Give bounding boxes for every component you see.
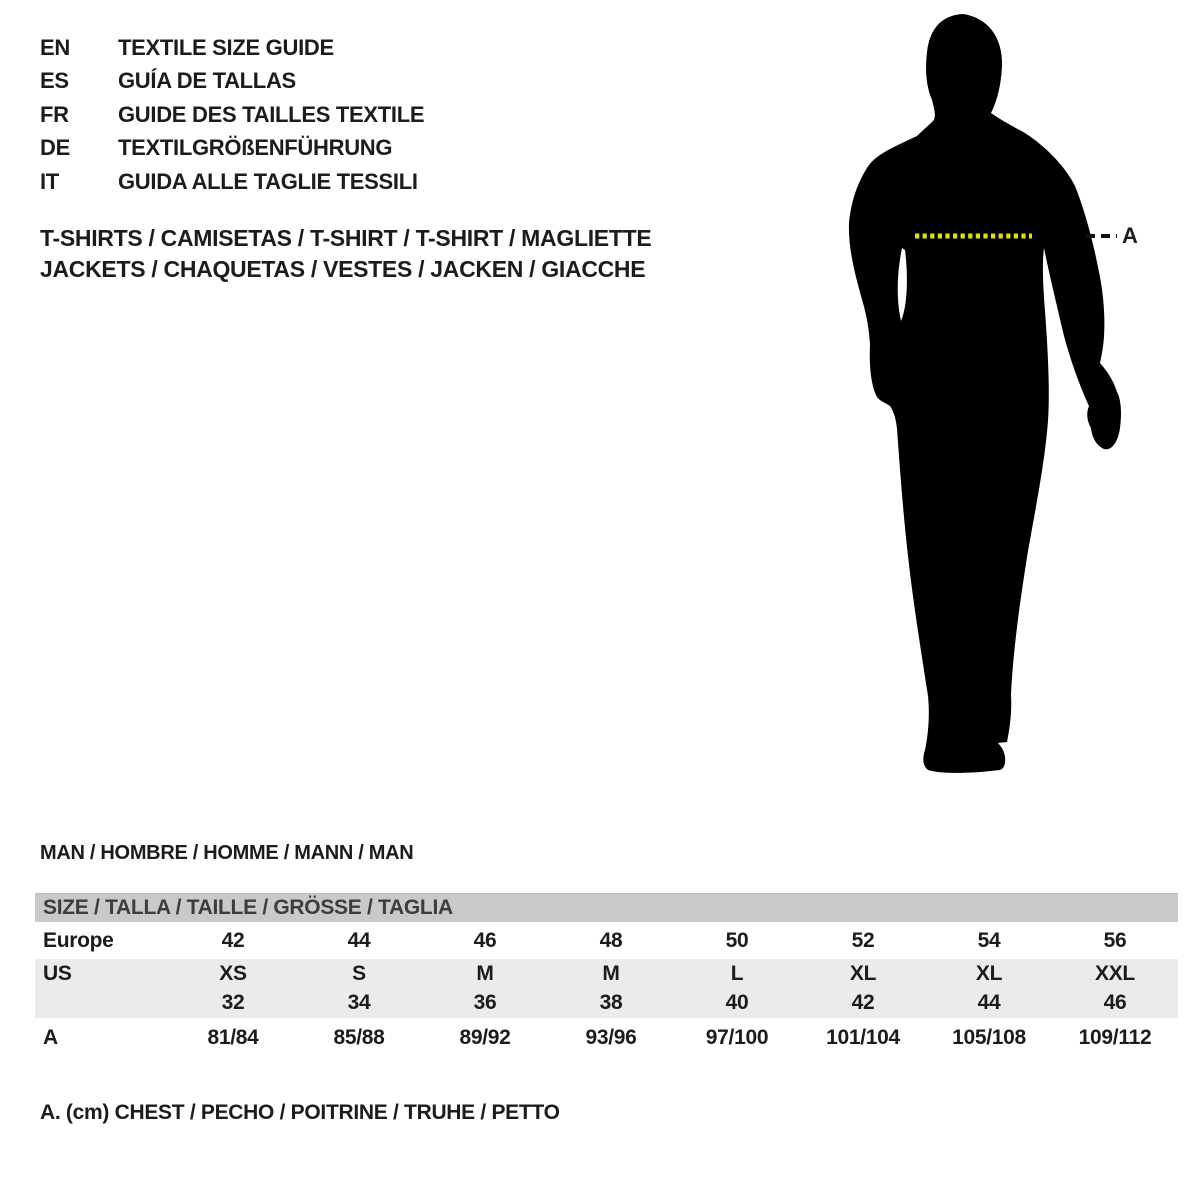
man-silhouette (849, 14, 1121, 773)
size-table-header-label: SIZE / TALLA / TAILLE / GRÖSSE / TAGLIA (43, 896, 453, 919)
table-cell: 42 (221, 928, 245, 952)
table-cell: 81/84 (207, 1026, 259, 1049)
table-cell: 105/108 (952, 1026, 1026, 1049)
measurement-footnote: A. (cm) CHEST / PECHO / POITRINE / TRUHE / PETTO (40, 1101, 560, 1124)
row-label: Europe (43, 928, 114, 952)
table-cell: 46 (473, 928, 497, 952)
table-cell: XL (975, 961, 1003, 985)
table-cell: 38 (599, 991, 623, 1014)
product-categories (40, 223, 651, 285)
table-cell: 32 (221, 991, 245, 1014)
table-cell: 109/112 (1078, 1026, 1152, 1049)
language-row (40, 132, 424, 166)
table-cell: 89/92 (459, 1026, 511, 1049)
measure-label-a: A (1122, 223, 1138, 248)
product-line-jackets: JACKETS / CHAQUETAS / VESTES / JACKEN / GIACCHE (40, 256, 646, 282)
table-cell: 50 (725, 928, 749, 952)
table-cell: 56 (1103, 928, 1127, 952)
language-label: GUIDE DES TAILLES TEXTILE (118, 101, 425, 127)
row-label (35, 988, 170, 1018)
row-label: A (43, 1026, 58, 1049)
table-cell: 48 (599, 928, 623, 952)
language-row (40, 98, 424, 132)
language-row (40, 31, 424, 65)
man-silhouette-figure (825, 10, 1165, 790)
table-row-us-numeric (35, 988, 1178, 1018)
table-cell: S (352, 961, 366, 985)
product-line-tshirts: T-SHIRTS / CAMISETAS / T-SHIRT / T-SHIRT / MAGLIETTE (40, 225, 652, 251)
language-label: TEXTILE SIZE GUIDE (118, 34, 334, 60)
size-table (35, 893, 1178, 1058)
table-cell: XS (219, 961, 247, 985)
man-silhouette-svg (825, 10, 1165, 790)
row-label: US (43, 961, 72, 985)
table-row-us (35, 959, 1178, 988)
language-row (40, 165, 424, 199)
table-cell: 97/100 (705, 1026, 769, 1049)
table-cell: 54 (977, 928, 1001, 952)
language-code: FR (40, 101, 69, 127)
language-code: ES (40, 68, 69, 94)
table-cell: M (476, 961, 494, 985)
table-cell: 85/88 (333, 1026, 385, 1049)
size-table-header (35, 893, 1178, 922)
language-code: EN (40, 34, 70, 60)
section-title-man: MAN / HOMBRE / HOMME / MANN / MAN (40, 842, 414, 864)
table-cell: L (730, 961, 744, 985)
table-cell: 44 (347, 928, 371, 952)
table-cell: 34 (347, 991, 371, 1014)
language-list (40, 31, 424, 199)
language-label: TEXTILGRÖßENFÜHRUNG (118, 135, 393, 161)
table-cell: 52 (851, 928, 875, 952)
table-cell: XXL (1095, 961, 1135, 985)
table-row-chest (35, 1018, 1178, 1058)
language-code: IT (40, 168, 59, 194)
table-cell: 44 (977, 991, 1001, 1014)
table-cell: 101/104 (826, 1026, 900, 1049)
table-cell: 36 (473, 991, 497, 1014)
language-code: DE (40, 135, 70, 161)
table-row-europe (35, 922, 1178, 959)
table-cell: M (602, 961, 620, 985)
table-cell: 40 (725, 991, 749, 1014)
language-label: GUÍA DE TALLAS (118, 68, 296, 94)
table-cell: 93/96 (585, 1026, 637, 1049)
table-cell: XL (849, 961, 877, 985)
language-row (40, 65, 424, 99)
table-cell: 46 (1103, 991, 1127, 1014)
language-label: GUIDA ALLE TAGLIE TESSILI (118, 168, 418, 194)
table-cell: 42 (851, 991, 875, 1014)
